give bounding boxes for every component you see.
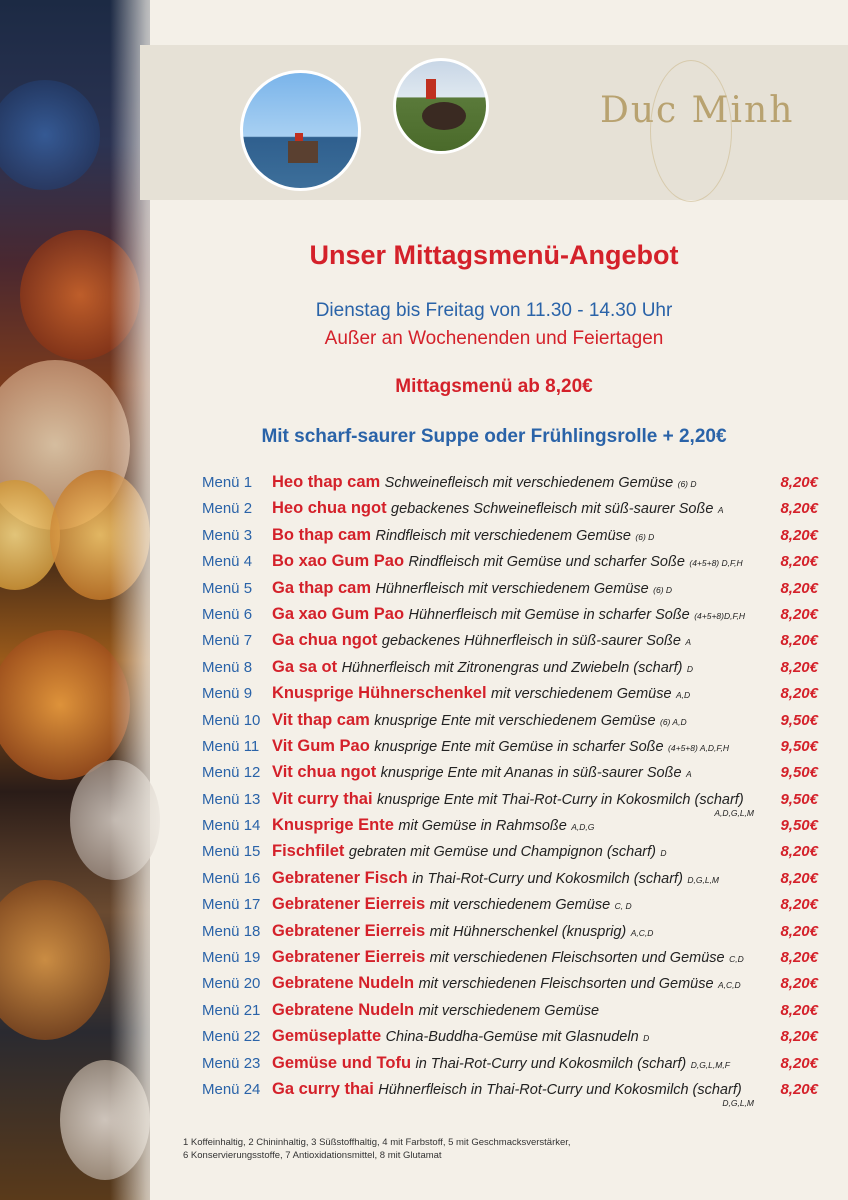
dish-name: Vit thap cam (272, 710, 370, 729)
dish-name: Fischfilet (272, 842, 345, 861)
dish-name: Heo thap cam (272, 473, 381, 491)
dish-price: 8,20€ (780, 922, 818, 940)
allergen-codes: D (686, 663, 694, 674)
dish-description: gebackenes Schweinefleisch mit süß-saurer Soße (391, 501, 714, 518)
allergen-codes: A (686, 769, 692, 780)
allergen-codes: A (685, 637, 692, 648)
elephant-photo (240, 70, 361, 191)
allergen-codes: C, D (614, 901, 632, 912)
dish-price: 8,20€ (780, 685, 818, 703)
menu-number: Menü 20 (202, 975, 261, 993)
allergen-codes: (6) D (677, 479, 697, 489)
dish-price: 8,20€ (780, 553, 818, 571)
allergen-codes: D,G,L,M (722, 1097, 754, 1108)
dish-price: 9,50€ (780, 764, 818, 782)
dish-price: 8,20€ (780, 526, 818, 544)
dish-name: Knusprige Ente (272, 816, 394, 835)
page-title: Unser Mittagsmenü-Angebot (309, 240, 679, 270)
menu-description-line (272, 922, 653, 941)
dish-description: mit Gemüse in Rahmsoße (398, 818, 567, 835)
dish-name: Vit curry thai (272, 789, 373, 808)
dish-price: 9,50€ (780, 737, 818, 755)
menu-row (200, 896, 830, 922)
dish-price: 8,20€ (780, 975, 818, 993)
menu-row (200, 606, 830, 632)
dish-name: Gebratener Eierreis (272, 921, 426, 940)
dish-description: mit verschiedenen Fleischsorten und Gemüse (418, 976, 714, 993)
menu-description-line (272, 816, 594, 835)
dish-description: mit verschiedenen Fleischsorten und Gemüse (429, 950, 725, 967)
menu-description-line (272, 711, 687, 730)
menu-row (200, 1002, 830, 1028)
menu-description-line (272, 579, 672, 598)
menu-number: Menü 1 (202, 474, 253, 491)
dish-price: 8,20€ (780, 1054, 818, 1072)
menu-description-line (272, 658, 693, 677)
menu-number: Menü 7 (202, 632, 253, 650)
allergen-codes: D (660, 848, 667, 859)
menu-description-line (272, 631, 691, 650)
menu-number: Menü 17 (202, 896, 261, 914)
dish-name: Vit Gum Pao (272, 736, 370, 755)
menu-row (200, 923, 830, 949)
dish-description: Hühnerfleisch mit Zitronengras und Zwiebeln (scharf) (341, 659, 683, 676)
menu-number: Menü 24 (202, 1080, 261, 1098)
menu-description-line (272, 737, 729, 756)
dish-price: 9,50€ (780, 790, 818, 808)
menu-row (200, 843, 830, 869)
dish-description: mit verschiedenem Gemüse (491, 686, 672, 703)
lantern-shape (0, 80, 100, 190)
dish-name: Ga xao Gum Pao (272, 604, 405, 623)
dish-description: Hühnerfleisch mit verschiedenem Gemüse (375, 580, 649, 597)
dish-price: 9,50€ (780, 711, 818, 729)
menu-number: Menü 12 (202, 764, 261, 782)
lantern-shape (0, 880, 110, 1040)
dish-name: Gebratener Eierreis (272, 895, 426, 914)
dish-price: 9,50€ (780, 817, 818, 835)
allergen-codes: A,D (675, 690, 691, 701)
menu-number: Menü 21 (202, 1001, 261, 1019)
menu-description-line (272, 974, 741, 993)
menu-number: Menü 16 (202, 869, 261, 887)
menu-row (200, 685, 830, 711)
dish-name: Gebratener Eierreis (272, 948, 426, 967)
dish-name: Heo chua ngot (272, 499, 387, 518)
dish-description: in Thai-Rot-Curry und Kokosmilch (scharf) (415, 1055, 687, 1072)
dish-description: mit verschiedenem Gemüse (429, 897, 611, 914)
menu-number: Menü 14 (202, 817, 261, 835)
dish-name: Vit chua ngot (272, 763, 377, 782)
allergen-codes: C,D (729, 954, 744, 965)
dish-price: 8,20€ (780, 949, 818, 967)
footnotes (183, 1136, 743, 1162)
dish-price: 8,20€ (780, 500, 818, 518)
menu-description-line (272, 869, 719, 888)
logo-lantern-outline (650, 60, 732, 202)
menu-row (200, 764, 830, 790)
menu-number: Menü 13 (202, 790, 261, 808)
dish-name: Gebratene Nudeln (272, 974, 415, 993)
allergen-codes: D (643, 1033, 650, 1044)
allergen-codes: (6) D (635, 531, 655, 542)
menu-row (200, 474, 830, 500)
menu-row (200, 1055, 830, 1081)
menu-description-line (272, 895, 632, 914)
menu-row (200, 659, 830, 685)
menu-row (200, 870, 830, 896)
menu-number: Menü 3 (202, 526, 253, 544)
dish-description: knusprige Ente mit Thai-Rot-Curry in Kokosmilch (scharf) (377, 791, 744, 808)
dish-price: 8,20€ (780, 474, 818, 491)
dish-description: Schweinefleisch mit verschiedenem Gemüse (384, 475, 674, 491)
dish-description: knusprige Ente mit Ananas in süß-saurer Soße (380, 765, 682, 782)
footnote-line-1: 1 Koffeinhaltig, 2 Chininhaltig, 3 Süßstoffhaltig, 4 mit Farbstoff, 5 mit Geschmacksverstärker, (183, 1137, 571, 1148)
price-from: Mittagsmenü ab 8,20€ (395, 376, 593, 397)
allergen-codes: (6) A,D (660, 716, 687, 727)
dish-price: 8,20€ (780, 632, 818, 650)
dish-price: 8,20€ (780, 658, 818, 676)
menu-number: Menü 15 (202, 843, 261, 861)
menu-description-line (272, 605, 745, 624)
menu-description-line (272, 499, 724, 518)
dish-description: in Thai-Rot-Curry und Kokosmilch (scharf) (412, 870, 683, 887)
elephant-icon (243, 73, 358, 188)
allergen-codes: D,G,L,M (687, 874, 720, 885)
soup-option: Mit scharf-saurer Suppe oder Frühlingsrolle + 2,20€ (261, 426, 727, 447)
dish-description: Rindfleisch mit Gemüse und scharfer Soße (408, 554, 685, 571)
allergen-codes: A,D,G,L,M (714, 807, 754, 818)
allergen-codes: A,C,D (718, 980, 741, 991)
buffalo-photo (393, 58, 489, 154)
menu-description-line (272, 842, 667, 861)
menu-description-line (272, 1001, 599, 1020)
dish-price: 8,20€ (780, 1001, 818, 1019)
menu-number: Menü 18 (202, 922, 261, 940)
menu-list (200, 474, 830, 1107)
menu-number: Menü 2 (202, 500, 253, 518)
menu-number: Menü 10 (202, 711, 261, 729)
menu-row (200, 975, 830, 1001)
dish-description: gebackenes Hühnerfleisch in süß-saurer Soße (381, 633, 681, 650)
menu-row (200, 738, 830, 764)
menu-row (200, 1081, 830, 1107)
menu-row (200, 1028, 830, 1054)
dish-price: 8,20€ (780, 1080, 818, 1098)
dish-name: Ga chua ngot (272, 631, 378, 650)
dish-price: 8,20€ (780, 896, 818, 914)
menu-row (200, 500, 830, 526)
menu-row (200, 580, 830, 606)
dish-price: 8,20€ (780, 605, 818, 623)
menu-description-line (272, 763, 692, 782)
menu-number: Menü 8 (202, 658, 253, 676)
dish-price: 8,20€ (780, 579, 818, 597)
dish-name: Ga curry thai (272, 1079, 374, 1098)
menu-number: Menü 5 (202, 579, 253, 597)
footnote-line-2: 6 Konservierungsstoffe, 7 Antioxidationsmittel, 8 mit Glutamat (183, 1150, 442, 1161)
allergen-codes: (4+5+8)D,F,H (694, 610, 746, 621)
allergen-codes: D,G,L,M,F (690, 1059, 730, 1070)
menu-row (200, 949, 830, 975)
menu-description-line (272, 948, 744, 967)
menu-row (200, 553, 830, 579)
dish-description: knusprige Ente mit verschiedenem Gemüse (374, 712, 656, 729)
menu-number: Menü 22 (202, 1028, 261, 1046)
menu-number: Menü 19 (202, 949, 261, 967)
opening-days: Dienstag bis Freitag von 11.30 - 14.30 Uhr (315, 300, 673, 321)
menu-row (200, 791, 830, 817)
dish-name: Gemüseplatte (272, 1027, 382, 1046)
menu-number: Menü 6 (202, 605, 253, 623)
dish-description: gebraten mit Gemüse und Champignon (scharf) (348, 844, 656, 861)
allergen-codes: (6) D (653, 584, 673, 595)
menu-number: Menü 4 (202, 553, 253, 571)
dish-price: 8,20€ (780, 843, 818, 861)
dish-name: Gemüse und Tofu (272, 1053, 412, 1072)
menu-number: Menü 23 (202, 1054, 261, 1072)
menu-description-line (272, 473, 697, 492)
dish-description: Hühnerfleisch mit Gemüse in scharfer Soße (408, 606, 690, 623)
dish-name: Bo xao Gum Pao (272, 552, 405, 571)
dish-name: Ga sa ot (272, 657, 338, 676)
allergen-codes: A,C,D (630, 927, 654, 938)
menu-row (200, 632, 830, 658)
dish-name: Bo thap cam (272, 525, 372, 544)
menu-number: Menü 9 (202, 685, 253, 703)
dish-description: Rindfleisch mit verschiedenem Gemüse (375, 527, 631, 544)
logo-text: Duc Minh (600, 90, 795, 131)
allergen-codes: (4+5+8) D,F,H (689, 558, 743, 569)
dish-description: knusprige Ente mit Gemüse in scharfer Soße (374, 738, 664, 755)
buffalo-icon (396, 61, 486, 151)
menu-description-line (272, 526, 654, 545)
menu-row (200, 712, 830, 738)
dish-description: mit verschiedenem Gemüse (418, 1002, 600, 1019)
menu-description-line (272, 552, 743, 571)
menu-description-line (272, 1027, 649, 1046)
dish-description: China-Buddha-Gemüse mit Glasnudeln (385, 1029, 639, 1046)
dish-name: Gebratener Fisch (272, 868, 408, 887)
menu-row (200, 817, 830, 843)
menu-description-line (272, 790, 744, 809)
dish-name: Gebratene Nudeln (272, 1000, 415, 1019)
menu-number: Menü 11 (202, 737, 260, 755)
restaurant-logo (600, 90, 800, 180)
dish-name: Ga thap cam (272, 578, 372, 597)
dish-price: 8,20€ (780, 869, 818, 887)
dish-price: 8,20€ (780, 1028, 818, 1046)
dish-description: Hühnerfleisch in Thai-Rot-Curry und Kokosmilch (scharf) (378, 1081, 742, 1098)
allergen-codes: A (717, 505, 724, 516)
dish-description: mit Hühnerschenkel (knusprig) (429, 923, 627, 940)
menu-description-line (272, 684, 690, 703)
dish-name: Knusprige Hühnerschenkel (272, 684, 487, 703)
menu-description-line (272, 1054, 730, 1073)
menu-row (200, 527, 830, 553)
menu-description-line (272, 1080, 742, 1099)
allergen-codes: A,D,G (571, 822, 595, 833)
allergen-codes: (4+5+8) A,D,F,H (668, 742, 729, 753)
exception-note: Außer an Wochenenden und Feiertagen (324, 328, 664, 349)
